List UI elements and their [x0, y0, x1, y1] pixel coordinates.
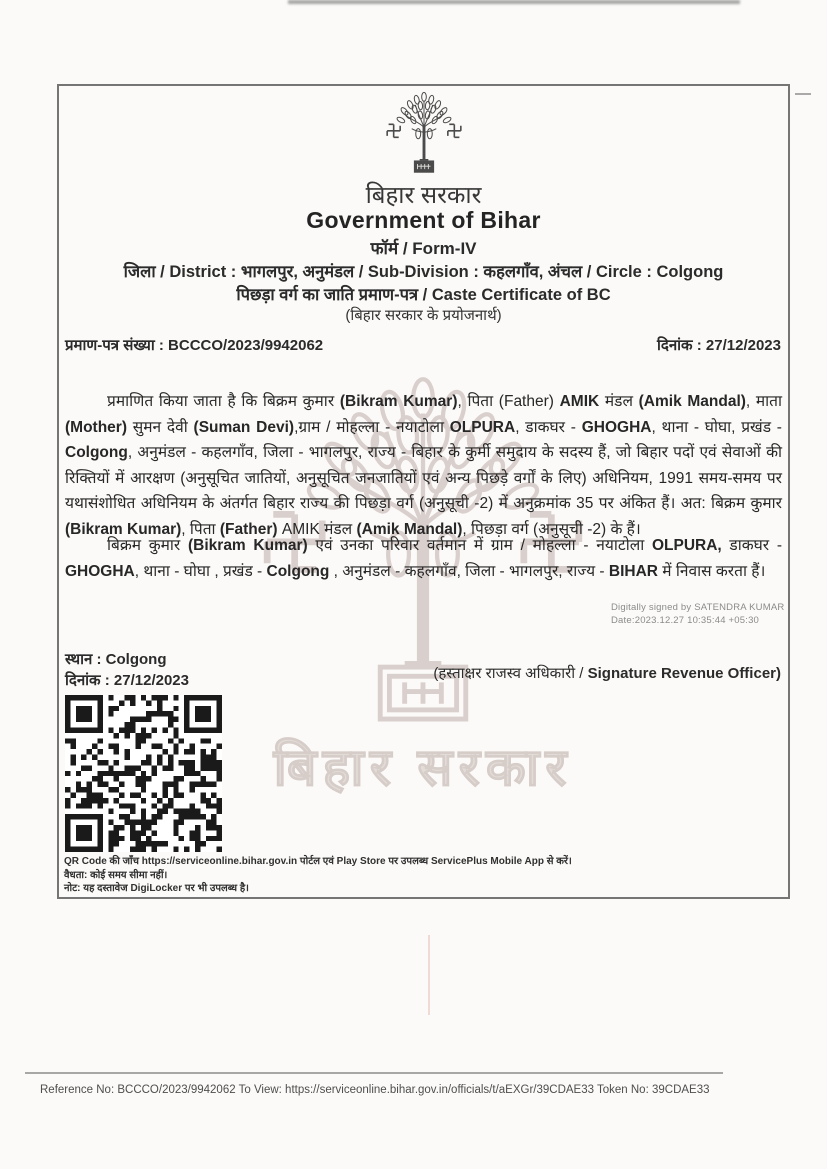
government-name-english: Government of Bihar — [306, 207, 541, 233]
bihar-emblem-icon — [385, 90, 463, 176]
scan-artifact-dash — [795, 93, 811, 95]
certificate-body-paragraph-2: बिक्रम कुमार (Bikram Kumar) एवं उनका परिवार वर्तमान में ग्राम / मोहल्ला - नयाटोला OLPURA, डाकघर - GHOGHA, थाना - घोघा , प्रखंड - Colgong , अनुमंडल - कहलगाँव, जिला - भागलपुर, राज्य - BIHAR में निवास करता हैं। — [65, 537, 782, 580]
digital-signature-stamp — [611, 601, 784, 627]
qr-code — [65, 695, 222, 852]
scan-artifact-top-edge — [288, 0, 740, 4]
form-number: फॉर्म / Form-IV — [370, 239, 477, 258]
footer-divider — [25, 1072, 723, 1074]
issue-date: दिनांक : 27/12/2023 — [657, 337, 781, 354]
place-line: स्थान : Colgong — [65, 651, 167, 668]
certificate-meta-row — [65, 335, 781, 355]
qr-note-line1: QR Code की जाँच https://serviceonline.bihar.gov.in पोर्टल एवं Play Store पर उपलब्ध ServicePlus Mobile App से करें। — [64, 856, 572, 867]
qr-note-line2: वैधता: कोई समय सीमा नहीं। — [64, 869, 168, 881]
revenue-officer-signature-label: (हस्ताक्षर राजस्व अधिकारी / Signature Revenue Officer) — [433, 665, 781, 682]
qr-verification-notes — [64, 855, 783, 896]
signature-date-line: दिनांक : 27/12/2023 — [65, 672, 189, 689]
certificate-body-paragraph-1: प्रमाणित किया जाता है कि बिक्रम कुमार (Bikram Kumar), पिता (Father) AMIK मंडल (Amik Mandal), माता (Mother) सुमन देवी (Suman Devi),ग्राम / मोहल्ला - नयाटोला OLPURA, डाकघर - GHOGHA, थाना - घोघा, प्रखंड - Colgong, अनुमंडल - कहलगाँव, जिला - भागलपुर, राज्य - बिहार के कुर्मी समुदाय के सदस्य हैं, जो बिहार पदों एवं सेवाओं की रिक्तियों में आरक्षण (अनुसूचित जातियों, अनुसूचित जनजातियों एवं अन्य पिछड़े वर्गों के लिए) अधिनियम, 1991 समय-समय पर यथासंशोधित अधिनियम के अंतर्गत बिहार राज्य की पिछड़ा वर्ग (अनुसूची -2) में अनुक्रमांक 35 पर अंकित हैं। अत: बिक्रम कुमार (Bikram Kumar), पिता (Father) AMIK मंडल (Amik Mandal), पिछड़ा वर्ग (अनुसूची -2) के हैं। — [65, 393, 783, 538]
district-subdivision-circle-line: जिला / District : भागलपुर, अनुमंडल / Sub-Division : कहलगाँव, अंचल / Circle : Colgong — [123, 263, 724, 281]
certificate-title: पिछड़ा वर्ग का जाति प्रमाण-पत्र / Caste Certificate of BC — [236, 286, 611, 304]
purpose-line: (बिहार सरकार के प्रयोजनार्थ) — [345, 307, 502, 324]
certificate-number: प्रमाण-पत्र संख्या : BCCCO/2023/9942062 — [65, 337, 324, 354]
qr-note-line3: नोट: यह दस्तावेज DigiLocker पर भी उपलब्ध है। — [64, 883, 249, 894]
digital-signature-line1: Digitally signed by SATENDRA KUMAR — [611, 602, 785, 613]
scan-artifact-pink-line — [428, 935, 430, 1015]
government-name-hindi: बिहार सरकार — [365, 182, 482, 209]
digital-signature-line2: Date:2023.12.27 10:35:44 +05:30 — [611, 615, 760, 626]
watermark-text: बिहार सरकार — [273, 739, 573, 797]
qr-code-canvas — [65, 695, 222, 852]
certificate-box — [57, 84, 790, 899]
footer-reference-line: Reference No: BCCCO/2023/9942062 To View: https://serviceonline.bihar.gov.in/officials/t/aEXGr/39CDAE33 Token No: 39CDAE33 — [40, 1084, 710, 1096]
